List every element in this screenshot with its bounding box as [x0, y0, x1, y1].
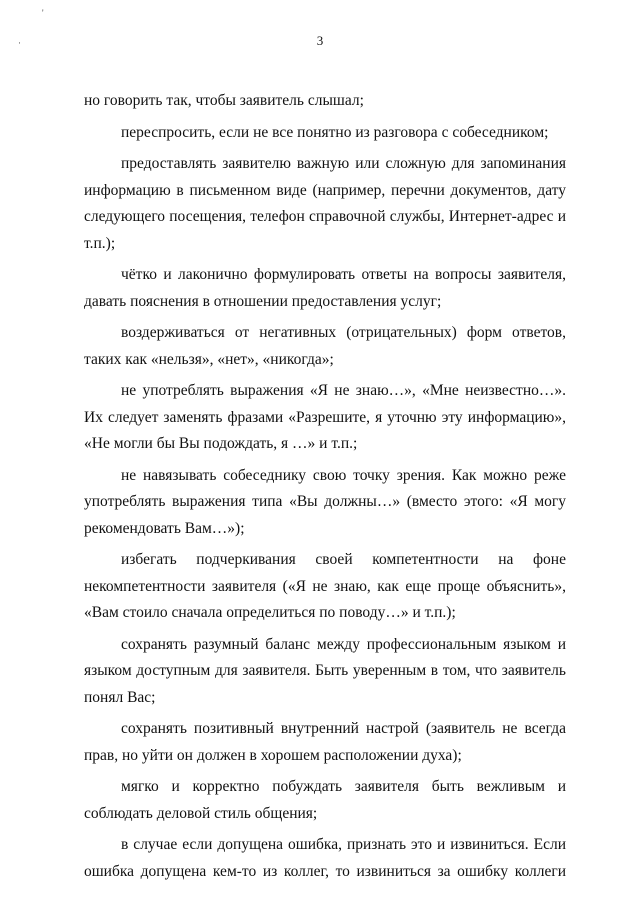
paragraph: предоставлять заявителю важную или сложную для запоминания информацию в письменном виде (например, перечни документов, дату следующего посещения, телефон справочной службы, Интернет-адрес и т.п.); — [84, 155, 566, 252]
paragraph: чётко и лаконично формулировать ответы на вопросы заявителя, давать пояснения в отношении предоставления услуг; — [84, 266, 566, 310]
paragraph: сохранять разумный баланс между профессиональным языком и языком доступным для заявителя. Быть уверенным в том, что заявитель понял Вас; — [84, 635, 566, 706]
page-number: 3 — [316, 33, 324, 48]
paragraph: сохранять позитивный внутренний настрой (заявитель не всегда прав, но уйти он должен в хорошем расположении духа); — [84, 720, 566, 764]
scan-mark: · — [18, 38, 21, 48]
paragraph: избегать подчеркивания своей компетентности на фоне некомпетентности заявителя («Я не знаю, как еще проще объяснить», «Вам стоило сначала определиться по поводу…» и т.п.); — [84, 551, 566, 621]
paragraph: мягко и корректно побуждать заявителя быть вежливым и соблюдать деловой стиль общения; — [84, 778, 566, 822]
paragraph: переспросить, если не все понятно из разговора с собеседником; — [121, 123, 549, 141]
paragraph: не навязывать собеседнику свою точку зрения. Как можно реже употреблять выражения типа «Вы должны…» (вместо этого: «Я могу рекомендовать Вам…»); — [84, 466, 566, 537]
paragraph: воздерживаться от негативных (отрицательных) форм ответов, таких как «нельзя», «нет», «никогда»; — [84, 324, 566, 368]
scan-mark: ' — [42, 8, 44, 18]
document-body — [84, 88, 566, 890]
paragraph: в случае если допущена ошибка, признать это и извиниться. Если ошибка допущена кем-то из коллег, то извиниться за ошибку коллеги — [84, 836, 566, 880]
paragraph: но говорить так, чтобы заявитель слышал; — [84, 92, 364, 109]
paragraph: не употреблять выражения «Я не знаю…», «Мне неизвестно…». Их следует заменять фразами «Разрешите, я уточню эту информацию», «Не могли бы Вы подождать, я …» и т.п.; — [84, 382, 566, 452]
